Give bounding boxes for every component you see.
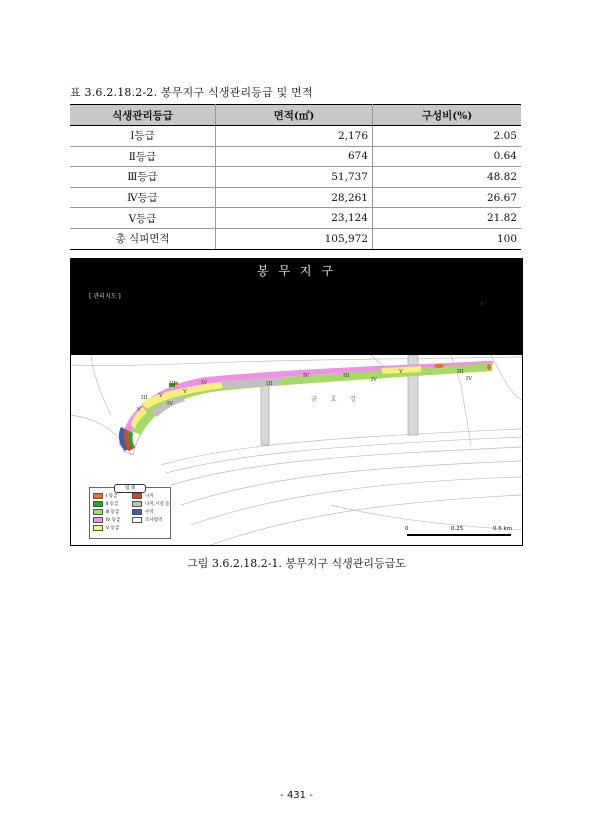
legend-swatch — [93, 509, 103, 515]
legend-swatch — [132, 501, 142, 507]
cell-ratio: 2.05 — [373, 126, 522, 147]
table-header-row — [70, 105, 521, 126]
vegetation-grade-table — [70, 104, 521, 250]
legend-label: Ⅱ 등급 — [106, 502, 119, 507]
zone-grade1 — [434, 364, 444, 368]
cell-ratio: 48.82 — [373, 167, 522, 188]
zone-label: III — [266, 381, 273, 387]
legend-title: 범 례 — [114, 484, 146, 493]
legend-item — [132, 517, 162, 523]
vegetation-grade-map — [70, 258, 523, 546]
legend-swatch — [132, 517, 142, 523]
cell-area: 674 — [216, 146, 373, 167]
legend-item — [93, 525, 119, 531]
cell-area: 105,972 — [216, 228, 373, 249]
header-area: 면적(㎡) — [216, 105, 373, 126]
river-label: 금 호 강 — [311, 396, 363, 403]
zone-label: IV — [201, 380, 208, 386]
legend-swatch — [132, 509, 142, 515]
cell-ratio: 100 — [373, 228, 522, 249]
cell-area: 2,176 — [216, 126, 373, 147]
legend-label: Ⅴ 등급 — [106, 526, 120, 531]
table-caption: 표 3.6.2.18.2-2. 봉무지구 식생관리등급 및 면적 — [70, 86, 313, 99]
legend-label: Ⅰ 등급 — [106, 494, 118, 499]
legend-item — [132, 493, 154, 499]
table-row — [70, 146, 521, 167]
legend-label: 나지 — [145, 494, 154, 499]
scale-bar — [405, 526, 515, 540]
map-title: 봉 무 지 구 — [257, 264, 336, 278]
legend-swatch — [93, 525, 103, 531]
zone-labels — [136, 369, 473, 413]
legend-item — [132, 501, 170, 507]
zone-label: IV — [371, 377, 378, 383]
map-subtitle: [ 관리지도 ] — [89, 293, 121, 300]
table-row — [70, 187, 521, 208]
cell-grade: Ⅲ등급 — [70, 167, 216, 188]
zone-label: IV — [167, 401, 174, 407]
page-number: - 431 - — [280, 790, 313, 801]
map-legend — [89, 487, 171, 539]
zone-label: V — [137, 407, 141, 413]
scale-line — [407, 534, 511, 536]
legend-label: 수역 — [145, 510, 154, 515]
zone-label: III — [141, 395, 148, 401]
figure-caption: 그림 3.6.2.18.2-1. 봉무지구 식생관리등급도 — [187, 557, 406, 570]
map-mark: ⁘ — [479, 301, 485, 308]
scale-label: 0.5 km — [493, 526, 513, 532]
cell-ratio: 21.82 — [373, 208, 522, 229]
cell-grade: Ⅳ등급 — [70, 187, 216, 208]
cell-grade: Ⅱ등급 — [70, 146, 216, 167]
table-row — [70, 167, 521, 188]
cell-area: 28,261 — [216, 187, 373, 208]
table-row — [70, 126, 521, 147]
cell-grade: 총 식피면적 — [70, 228, 216, 249]
cell-area: 23,124 — [216, 208, 373, 229]
legend-item — [93, 509, 119, 515]
zone-label: III — [343, 373, 350, 379]
legend-swatch — [93, 501, 103, 507]
header-grade: 식생관리등급 — [70, 105, 216, 126]
table-total-row — [70, 228, 521, 249]
zone-label: V — [183, 389, 187, 395]
zone-label: V — [159, 393, 163, 399]
legend-item — [93, 501, 118, 507]
cell-grade: Ⅴ등급 — [70, 208, 216, 229]
scale-label: 0.25 — [451, 526, 464, 532]
legend-label: 조사범역 — [145, 518, 163, 523]
scale-label: 0 — [405, 526, 409, 532]
legend-swatch — [132, 493, 142, 499]
legend-swatch — [93, 517, 103, 523]
table-row — [70, 208, 521, 229]
legend-swatch — [93, 493, 103, 499]
legend-item — [132, 509, 154, 515]
cell-ratio: 26.67 — [373, 187, 522, 208]
zone-label: V — [399, 369, 403, 375]
legend-label: Ⅲ 등급 — [106, 510, 120, 515]
zone-grade1 — [487, 364, 491, 370]
cell-area: 51,737 — [216, 167, 373, 188]
zone-label: IV — [303, 373, 310, 379]
legend-item — [93, 493, 117, 499]
map-header — [71, 259, 522, 355]
zone-label: III — [457, 369, 464, 375]
zone-label: III — [169, 381, 176, 387]
zone-label: IV — [466, 376, 473, 382]
cell-grade: Ⅰ등급 — [70, 126, 216, 147]
header-ratio: 구성비(%) — [373, 105, 522, 126]
legend-item — [93, 517, 120, 523]
cell-ratio: 0.64 — [373, 146, 522, 167]
legend-label: 나지,시설 등 — [145, 502, 170, 507]
legend-label: Ⅳ 등급 — [106, 518, 121, 523]
